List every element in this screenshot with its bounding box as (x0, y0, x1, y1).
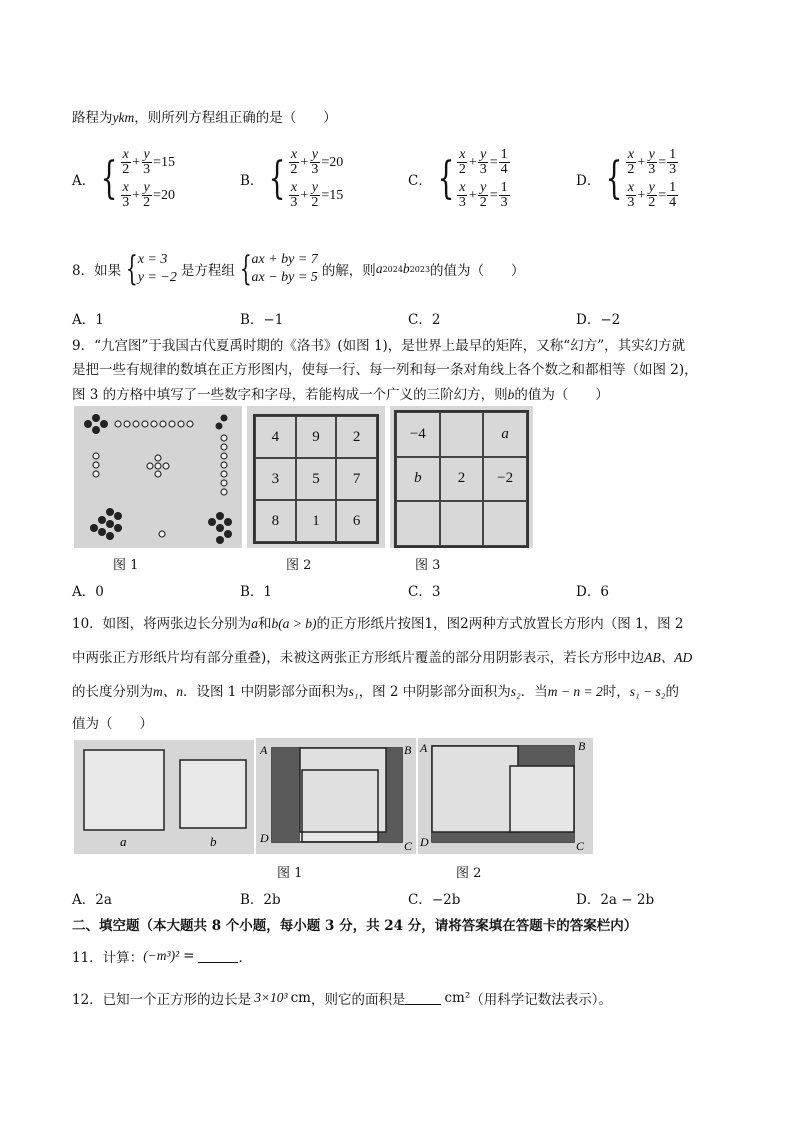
q10-fig1-caption: 图 1 (277, 866, 303, 881)
q9-option-a[interactable]: A．0 (72, 584, 104, 600)
grid3-cell: −2 (483, 457, 527, 502)
grid2-cell: 6 (336, 500, 377, 542)
equation: $\frac{x}{2}$ + $\frac{y}{3}$ = $\frac{1}{4}$ (458, 147, 508, 177)
label-A: A (420, 741, 428, 755)
q9-line1: 9．“九宫图”于我国古代夏禹时期的《洛书》(如图 1)，是世界上最早的矩阵，又称“幻方”，其实幻方就 (72, 338, 686, 354)
q7-option-d[interactable] (576, 148, 679, 210)
q9-option-c[interactable]: C．3 (408, 584, 441, 600)
label-B: B (578, 739, 586, 753)
q10-figure-2 (418, 738, 593, 854)
option-label: B． (240, 173, 264, 189)
square-b (180, 760, 246, 828)
grid2-cell: 5 (296, 458, 337, 500)
luoshu-figure (74, 406, 242, 548)
label-a: a (120, 834, 127, 849)
label-D: D (260, 831, 269, 845)
grid3-cell (396, 501, 440, 546)
q7-option-a[interactable] (72, 148, 175, 210)
label-D: D (420, 835, 429, 849)
grid2-cell: 2 (336, 416, 377, 458)
shaded-left (272, 748, 300, 842)
option-label: D． (576, 173, 601, 189)
q9-line2: 是把一些有规律的数填在正方形图内，使每一行、每一列和每一条对角线上各个数之和都相等（如图 2)， (72, 362, 698, 378)
grid3-cell (440, 501, 484, 546)
q10-option-b[interactable]: B．2b (240, 892, 281, 908)
q8-stem: 8．如果 { x = 3 y = −2 是方程组 { ax + by = 7 ax − by = 5 的解，则 a 2024 b 2023 的值为（ ） (72, 249, 525, 289)
grid2-cell: 4 (255, 416, 296, 458)
brace: { (605, 153, 623, 204)
brace: { (437, 153, 455, 204)
q11-answer-blank[interactable] (198, 950, 238, 963)
grid2-cell: 9 (296, 416, 337, 458)
q12: 12．已知一个正方形的边长是 3×10³ cm ，则它的面积是 cm² （用科学记数法表示）。 (72, 990, 613, 1008)
grid3-cell (483, 501, 527, 546)
fig2-caption: 图 2 (286, 558, 312, 573)
equation: $\frac{x}{2}$ + $\frac{y}{3}$ =15 (122, 147, 176, 177)
q8-option-a[interactable]: A．1 (72, 312, 104, 328)
grid3-cell (440, 412, 484, 457)
equation: $\frac{x}{2}$ + $\frac{y}{3}$ = $\frac{1}{3}$ (627, 147, 677, 177)
fig3-caption: 图 3 (415, 558, 441, 573)
brace: { (239, 249, 252, 289)
q10-line1: 10．如图，将两张边长分别为a和b(a > b)的正方形纸片按图1，图2两种方式放置长方形内（图 1，图 2 (72, 616, 684, 632)
magic-square-grid-3 (394, 410, 529, 548)
option-label: A． (72, 173, 96, 189)
q10-option-a[interactable]: A．2a (72, 892, 112, 908)
section-2-title: 二、填空题（本大题共 8 个小题，每小题 3 分，共 24 分，请将答案填在答题卡的答案栏内） (72, 918, 638, 934)
equation: $\frac{x}{2}$ + $\frac{y}{3}$ =20 (290, 147, 344, 177)
q10-line4: 值为（ ） (72, 716, 153, 732)
magic-square-figure-3 (390, 406, 533, 548)
q10-option-c[interactable]: C．−2b (408, 892, 461, 908)
squares-ab-drawing (74, 740, 254, 854)
grid2-cell: 8 (255, 500, 296, 542)
brace: { (100, 153, 118, 204)
q7-option-b[interactable] (240, 148, 343, 210)
q10-figure-1-drawing (256, 738, 416, 854)
grid2-cell: 1 (296, 500, 337, 542)
square-b-overlay (510, 766, 574, 832)
q8-option-b[interactable]: B．−1 (240, 312, 284, 328)
squares-ab-figure (74, 740, 254, 854)
q7-stem: 路程为ykm，则所列方程组正确的是（ ） (72, 110, 337, 126)
equation: $\frac{x}{3}$ + $\frac{y}{2}$ =15 (290, 180, 344, 210)
grid3-cell: −4 (396, 412, 440, 457)
q9-option-d[interactable]: D．6 (576, 584, 609, 600)
q11: 11．计算： (−m³)² = ． (72, 948, 252, 966)
grid2-cell: 3 (255, 458, 296, 500)
square-a-overlay (432, 746, 518, 832)
grid3-cell: 2 (440, 457, 484, 502)
label-A: A (260, 743, 268, 757)
grid2-cell: 7 (336, 458, 377, 500)
label-C: C (404, 839, 413, 853)
equation: $\frac{x}{3}$ + $\frac{y}{2}$ = $\frac{1}{3}$ (458, 180, 508, 210)
q10-figure-2-drawing (418, 738, 593, 854)
fig1-caption: 图 1 (113, 558, 139, 573)
q10-line2: 中两张正方形纸片均有部分重叠)，未被这两张正方形纸片覆盖的部分用阴影表示，若长方形中边AB、AD (72, 650, 693, 666)
grid3-cell: b (396, 457, 440, 502)
q7-option-c[interactable] (408, 148, 511, 210)
square-a-overlay (300, 748, 386, 832)
option-label: C． (408, 173, 432, 189)
q10-option-d[interactable]: D．2a − 2b (576, 892, 655, 908)
equation: $\frac{x}{3}$ + $\frac{y}{2}$ = $\frac{1}{4}$ (627, 180, 677, 210)
brace: { (125, 249, 138, 289)
magic-square-figure-2 (247, 406, 385, 548)
q8-option-d[interactable]: D．−2 (576, 312, 621, 328)
shaded-bottom (432, 832, 574, 842)
q8-option-c[interactable]: C．2 (408, 312, 441, 328)
square-a (84, 750, 164, 830)
q10-fig2-caption: 图 2 (456, 866, 482, 881)
label-C: C (576, 839, 585, 853)
luoshu-drawing (74, 406, 242, 548)
q9-line3: 图 3 的方格中填写了一些数字和字母，若能构成一个广义的三阶幻方，则b的值为（ ） (72, 387, 609, 403)
label-b: b (210, 834, 217, 849)
grid3-cell: a (483, 412, 527, 457)
q10-line3: 的长度分别为m、n．设图 1 中阴影部分面积为s₁，图 2 中阴影部分面积为s₂．当m − n = 2时，s₁ − s₂的 (72, 684, 679, 700)
q9-option-b[interactable]: B．1 (240, 584, 273, 600)
equation: $\frac{x}{3}$ + $\frac{y}{2}$ =20 (122, 180, 176, 210)
label-B: B (404, 743, 412, 757)
brace: { (269, 153, 286, 204)
magic-square-grid-2 (253, 414, 379, 544)
q10-figure-1 (256, 738, 416, 854)
q12-answer-blank[interactable] (405, 992, 441, 1005)
